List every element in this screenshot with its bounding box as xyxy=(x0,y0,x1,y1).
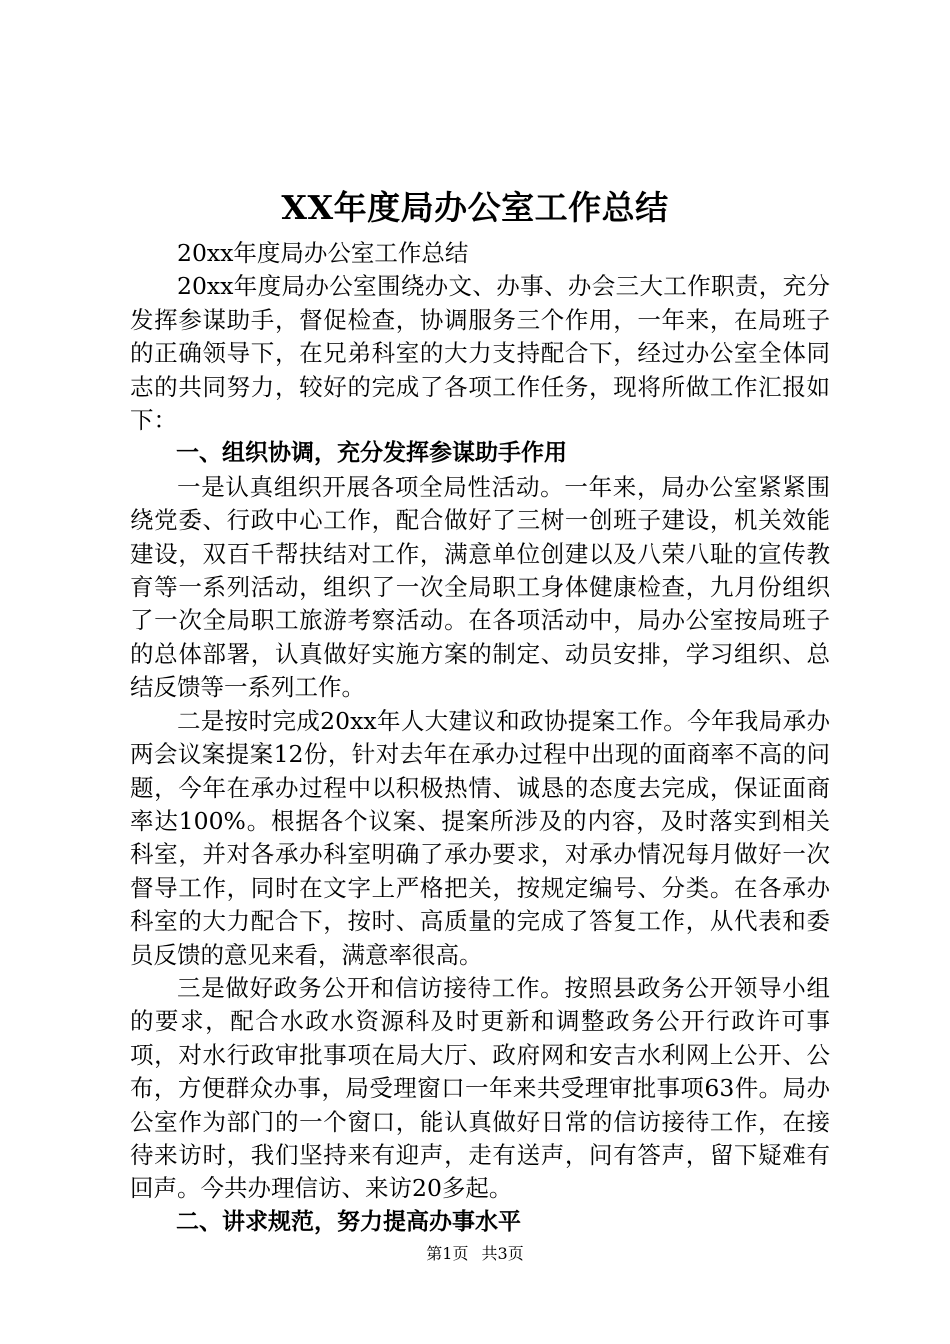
section-heading-1: 一、组织协调，充分发挥参谋助手作用 xyxy=(176,440,567,467)
page-number-total: 共3页 xyxy=(481,1244,524,1263)
section1-paragraph-1: 一是认真组织开展各项全局性活动。一年来，局办公室紧紧围绕党委、行政中心工作，配合做好了三树一创班子建设，机关效能建设，双百千帮扶结对工作，满意单位创建以及八荣八耻的宣传教育等一系列活动，组织了一次全局职工身体健康检查，九月份组织了一次全局职工旅游考察活动。在各项活动中，局办公室按局班子的总体部署，认真做好实施方案的制定、动员安排，学习组织、总结反馈等一系列工作。 xyxy=(130,472,830,702)
intro-paragraph: 20xx年度局办公室围绕办文、办事、办会三大工作职责，充分发挥参谋助手，督促检查，协调服务三个作用，一年来，在局班子的正确领导下，在兄弟科室的大力支持配合下，经过办公室全体同志的共同努力，较好的完成了各项工作任务，现将所做工作汇报如下： xyxy=(130,272,830,435)
section-heading-2: 二、讲求规范，努力提高办事水平 xyxy=(176,1208,521,1235)
section1-paragraph-2: 二是按时完成20xx年人大建议和政协提案工作。今年我局承办两会议案提案12份，针对去年在承办过程中出现的面商率不高的问题，今年在承办过程中以积极热情、诚恳的态度去完成，保证面商率达100%。根据各个议案、提案所涉及的内容，及时落实到相关科室，并对各承办科室明确了承办要求，对承办情况每月做好一次督导工作，同时在文字上严格把关，按规定编号、分类。在各承办科室的大力配合下，按时、高质量的完成了答复工作，从代表和委员反馈的意见来看，满意率很高。 xyxy=(130,706,830,969)
document-title: XX年度局办公室工作总结 xyxy=(281,188,669,227)
subtitle-line: 20xx年度局办公室工作总结 xyxy=(177,239,469,267)
document-body xyxy=(130,237,830,1239)
section1-paragraph-3: 三是做好政务公开和信访接待工作。按照县政务公开领导小组的要求，配合水政水资源科及时更新和调整政务公开行政许可事项，对水行政审批事项在局大厅、政府网和安吉水利网上公开、公布，方便群众办事，局受理窗口一年来共受理审批事项63件。局办公室作为部门的一个窗口，能认真做好日常的信访接待工作，在接待来访时，我们坚持来有迎声，走有送声，问有答声，留下疑难有回声。今共办理信访、来访20多起。 xyxy=(130,973,830,1203)
page-footer xyxy=(0,1244,950,1264)
page-number-current: 第1页 xyxy=(426,1244,469,1263)
